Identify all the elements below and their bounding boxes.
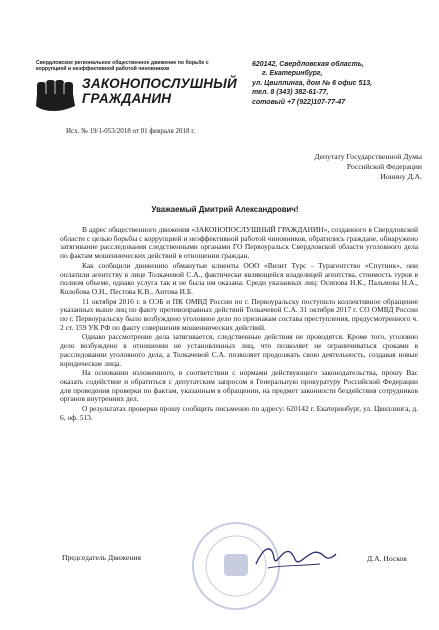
body-paragraph: Однако рассмотрение дела затягивается, следственные действия не проводятся. Кроме того, уголовно дело возбуждено в отношении не установленных лиц, что позволяет не ограничиваться сроками в расследовании уголовного дела, а Толкачевой С.А. позволяет продолжать свою деятельность, создавая новые юридические лица. <box>60 332 418 368</box>
body-paragraph: 11 октября 2016 г. в ОЭБ и ПК ОМВД России по г. Первоуральску поступило коллективное обращение указанных выше лиц по факту противоправных действий Толкачевой С.А. 31 октября 2017 г. СО ОМВД России по г. Первоуральску было возбуждено уголовное дело по признакам состава преступления, предусмотренного ч. 2 ст. 159 УК РФ по факту совершения мошеннических действий. <box>60 296 418 332</box>
signatory-name: Д.А. Носков <box>367 554 407 563</box>
body-paragraph: На основании изложенного, в соответствии с нормами действующего законодательства, прошу Вас оказать содействие и обратиться с депутатским запросом в Генеральную прокуратуру Российской Федерации для проведения проверки по фактам, указанным в обращении, на предмет законности бездействия сотрудников органов внутренних дел. <box>60 368 418 404</box>
signatory-title: Председатель Движения <box>62 553 141 562</box>
recipient-line: Депутату Государственной Думы <box>314 152 422 161</box>
body-paragraph: О результатах проверки прошу сообщить письменно по адресу: 620142 г. Екатеринбург, ул. Цвиллинга, д. 6, оф. 513. <box>60 404 418 422</box>
body-paragraph: В адрес общественного движения «ЗАКОНОПОСЛУШНЫЙ ГРАЖДАНИН», созданного в Свердловской области с целью борьбы с коррупцией и неэффективной работой чиновников, обратились граждане, обнаружено затягивание расследования следственными органами ГО Первоуральск Свердловской области уголовного дела по фактам мошеннических действий в отношении граждан. <box>60 225 418 261</box>
address-line: ул. Цвиллинга, дом № 6 офис 513, <box>252 79 373 87</box>
org-address <box>252 60 422 107</box>
fist-logo-icon <box>34 78 78 112</box>
handwritten-signature <box>250 538 340 574</box>
recipient-line: Российской Федерации <box>346 162 422 172</box>
body-paragraph: Как сообщили движению обманутые клиенты ООО «Визит Турс - Турагентство «Спутник», они оплатили агентству в лице Толкачевой С.А., фактически являющейся владелицей агентства, стоимость туров в полном объеме, однако услуга так и не была им оказана. Среди указанных лиц: Осипова Н.К., Пальмова Н.А., Колобова О.Н., Пестова К.В., Аитова И.Б. <box>60 260 418 296</box>
org-logo <box>34 76 237 116</box>
logo-line-1: ЗАКОНОПОСЛУШНЫЙ <box>82 76 237 91</box>
letter-body <box>60 226 418 423</box>
logo-line-2: ГРАЖДАНИН <box>82 91 172 106</box>
address-line: тел. 8 (343) 382-61-77, <box>252 89 329 97</box>
outgoing-reference: Исх. № 19/1-053/2018 от 01 февраля 2018 г. <box>66 127 196 135</box>
address-line: г. Екатеринбург, <box>262 70 323 78</box>
salutation: Уважаемый Дмитрий Александрович! <box>151 205 299 214</box>
address-line: 620142, Свердловская область, <box>252 61 364 68</box>
recipient-line: Ионину Д.А. <box>380 172 422 182</box>
address-line: сотовый +7 (922)107-77-47 <box>252 98 346 106</box>
logo-text <box>82 76 242 106</box>
recipient-block <box>262 152 422 183</box>
org-description: Свердловское региональное общественное движение по борьбе с коррупцией и неэффективной работой чиновников <box>36 60 209 73</box>
